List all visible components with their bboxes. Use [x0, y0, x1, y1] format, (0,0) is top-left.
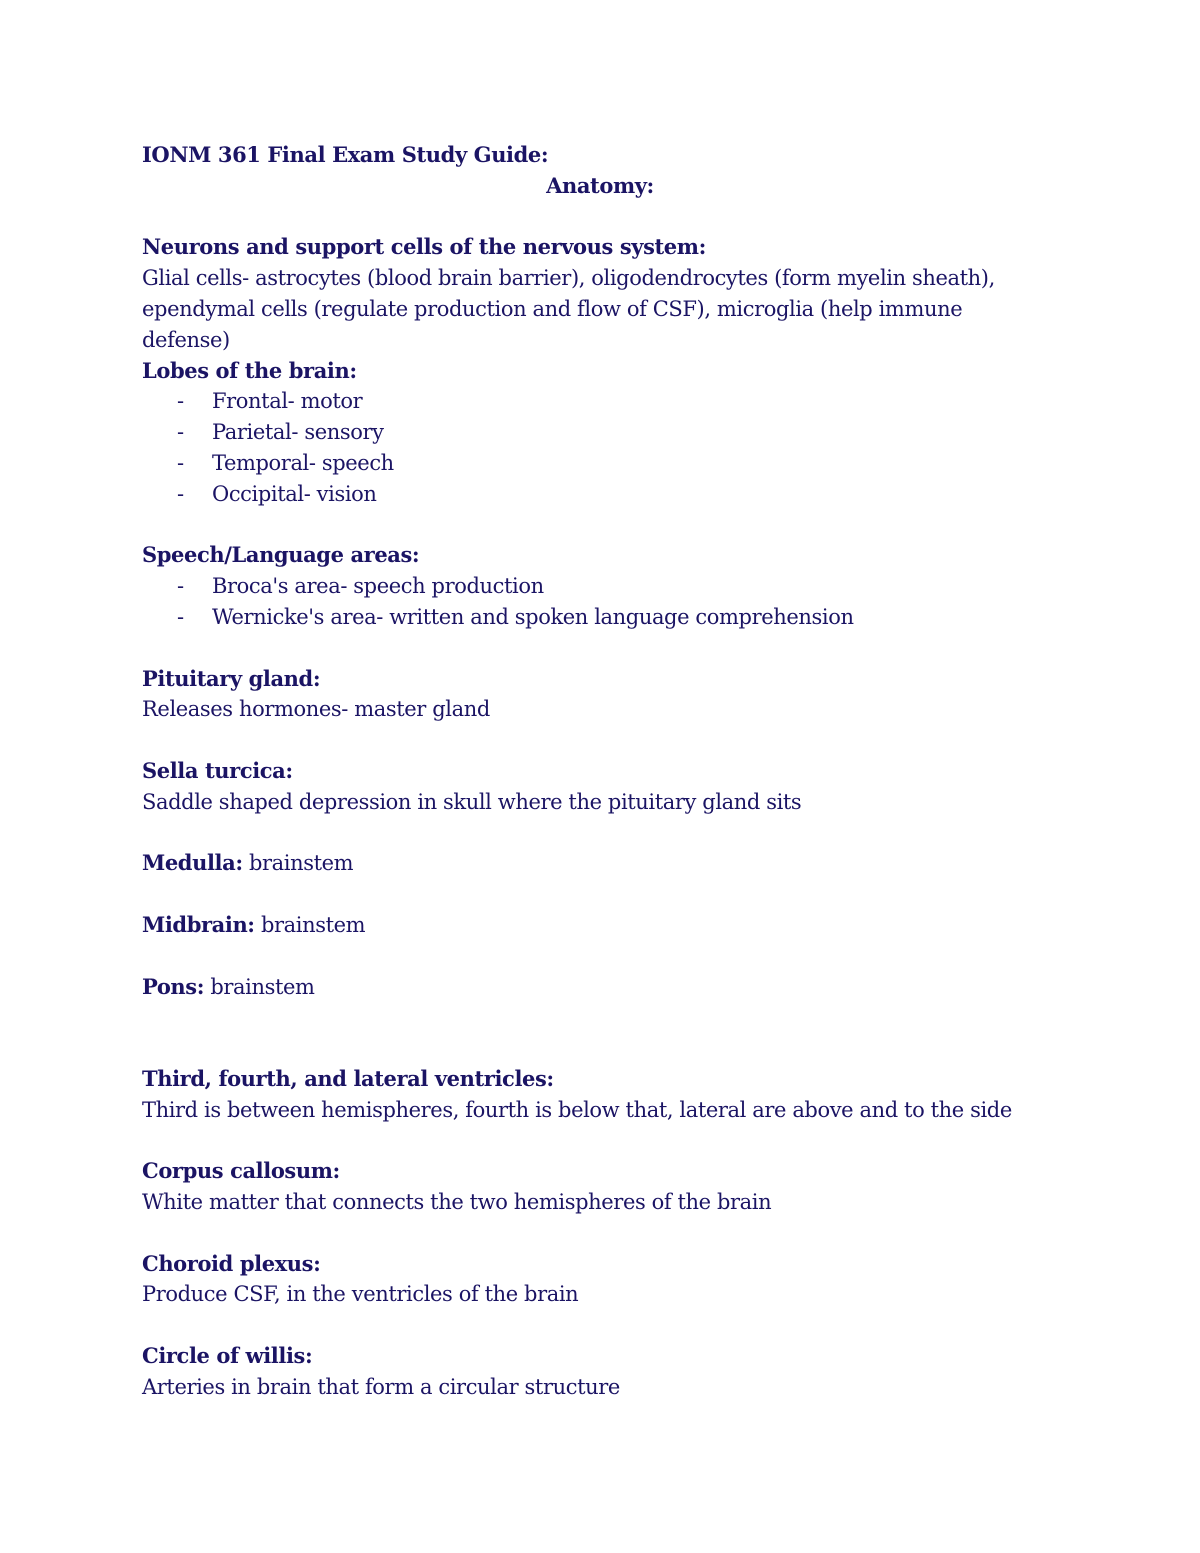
willis-heading: Circle of willis:	[142, 1343, 313, 1369]
pons-label: Pons:	[142, 973, 205, 999]
spacer	[142, 202, 1042, 233]
list-item	[142, 417, 1042, 448]
pituitary-text: Releases hormones- master gland	[142, 697, 490, 722]
list-item	[142, 448, 1042, 479]
spacer	[142, 818, 1042, 849]
neurons-heading: Neurons and support cells of the nervous system:	[142, 234, 706, 260]
neurons-line: ependymal cells (regulate production and flow of CSF), microglia (help immune	[142, 296, 963, 321]
spacer	[142, 879, 1042, 910]
speech-heading: Speech/Language areas:	[142, 542, 420, 568]
section-subtitle: Anatomy:	[546, 172, 654, 198]
pons-entry	[142, 972, 1042, 1003]
midbrain-entry	[142, 910, 1042, 941]
list-item	[142, 602, 1042, 633]
ventricles-text: Third is between hemispheres, fourth is below that, lateral are above and to the side	[142, 1097, 1012, 1122]
list-item	[142, 386, 1042, 417]
ventricles-heading: Third, fourth, and lateral ventricles:	[142, 1065, 554, 1091]
bullet-dash: -	[177, 481, 184, 506]
document-title: IONM 361 Final Exam Study Guide:	[142, 142, 549, 167]
corpus-heading: Corpus callosum:	[142, 1158, 340, 1184]
choroid-heading: Choroid plexus:	[142, 1250, 321, 1276]
midbrain-label: Midbrain:	[142, 911, 255, 937]
list-item-text: Occipital- vision	[212, 481, 377, 506]
spacer	[142, 633, 1042, 664]
neurons-line: Glial cells- astrocytes (blood brain barrier), oligodendrocytes (form myelin sheath),	[142, 266, 995, 291]
spacer	[142, 941, 1042, 972]
list-item-text: Parietal- sensory	[212, 420, 384, 445]
lobes-heading: Lobes of the brain:	[142, 357, 357, 383]
spacer	[142, 1126, 1042, 1157]
midbrain-text: brainstem	[254, 912, 366, 937]
choroid-text: Produce CSF, in the ventricles of the brain	[142, 1282, 579, 1307]
corpus-text: White matter that connects the two hemispheres of the brain	[142, 1190, 772, 1215]
list-item-text: Wernicke's area- written and spoken language comprehension	[212, 604, 854, 629]
list-item	[142, 479, 1042, 510]
sella-text: Saddle shaped depression in skull where the pituitary gland sits	[142, 789, 802, 814]
list-item	[142, 571, 1042, 602]
spacer	[142, 725, 1042, 756]
spacer	[142, 1310, 1042, 1341]
list-item-text: Temporal- speech	[212, 450, 394, 475]
pons-text: brainstem	[204, 974, 315, 999]
pituitary-heading: Pituitary gland:	[142, 665, 321, 691]
list-item-text: Broca's area- speech production	[212, 574, 544, 599]
bullet-dash: -	[177, 574, 184, 599]
bullet-dash: -	[177, 604, 184, 629]
sella-heading: Sella turcica:	[142, 757, 293, 783]
spacer	[142, 1218, 1042, 1249]
bullet-dash: -	[177, 450, 184, 475]
willis-text: Arteries in brain that form a circular structure	[142, 1374, 620, 1399]
list-item-text: Frontal- motor	[212, 389, 363, 414]
document-page	[142, 140, 1042, 1403]
bullet-dash: -	[177, 389, 184, 414]
spacer	[142, 510, 1042, 541]
medulla-entry	[142, 848, 1042, 879]
neurons-line: defense)	[142, 327, 230, 352]
medulla-label: Medulla:	[142, 850, 243, 876]
medulla-text: brainstem	[242, 851, 354, 876]
bullet-dash: -	[177, 420, 184, 445]
spacer	[142, 1002, 1042, 1064]
